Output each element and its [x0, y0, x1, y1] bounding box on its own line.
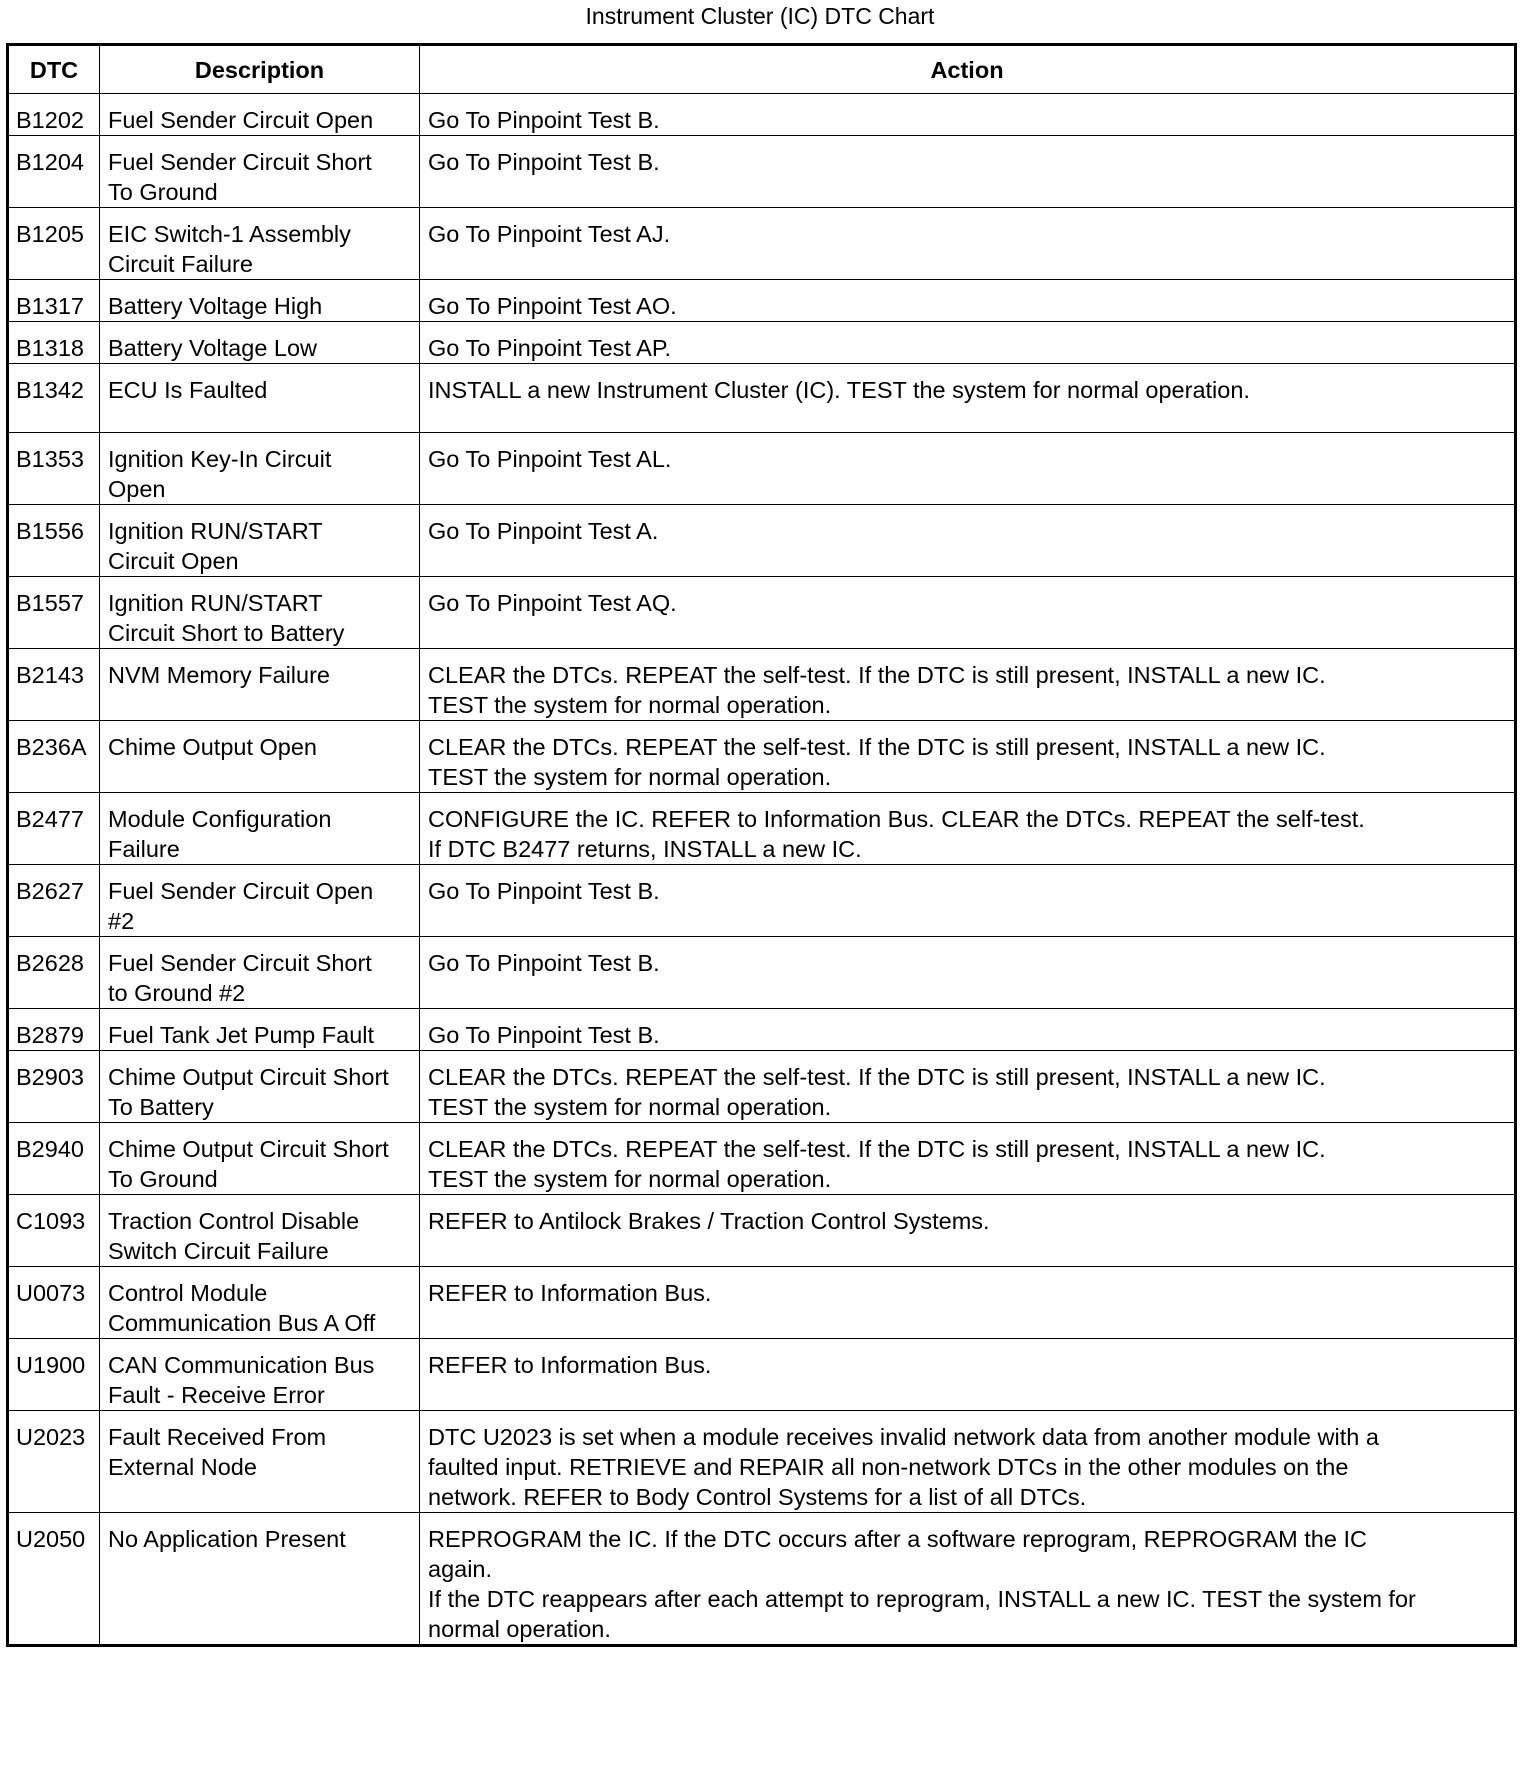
action-line: Go To Pinpoint Test AL.: [428, 446, 672, 472]
dtc-description: [100, 1123, 420, 1195]
dtc-action: [420, 364, 1516, 433]
description-line: Ignition RUN/START: [108, 590, 323, 616]
action-line: INSTALL a new Instrument Cluster (IC). TEST the system for normal operation.: [428, 377, 1250, 403]
table-row: [8, 865, 1516, 937]
dtc-description: [100, 505, 420, 577]
dtc-description: [100, 1513, 420, 1646]
dtc-code: B236A: [8, 721, 100, 793]
description-line: to Ground #2: [108, 980, 246, 1006]
table-row: [8, 1009, 1516, 1051]
action-line: Go To Pinpoint Test B.: [428, 878, 660, 904]
table-row: [8, 1123, 1516, 1195]
dtc-code: B2628: [8, 937, 100, 1009]
dtc-action: [420, 505, 1516, 577]
action-line: CONFIGURE the IC. REFER to Information Bus. CLEAR the DTCs. REPEAT the self-test.: [428, 806, 1365, 832]
action-line: CLEAR the DTCs. REPEAT the self-test. If the DTC is still present, INSTALL a new IC.: [428, 662, 1326, 688]
description-line: Circuit Short to Battery: [108, 620, 345, 646]
action-line: If DTC B2477 returns, INSTALL a new IC.: [428, 836, 862, 862]
dtc-code: B2940: [8, 1123, 100, 1195]
table-row: [8, 1411, 1516, 1513]
description-line: Chime Output Circuit Short: [108, 1064, 389, 1090]
column-header-dtc: DTC: [8, 45, 100, 94]
action-line: REPROGRAM the IC. If the DTC occurs after a software reprogram, REPROGRAM the IC: [428, 1526, 1367, 1552]
dtc-description: [100, 1411, 420, 1513]
action-line: DTC U2023 is set when a module receives invalid network data from another module with a: [428, 1424, 1379, 1450]
table-row: [8, 1195, 1516, 1267]
dtc-code: U1900: [8, 1339, 100, 1411]
action-line: Go To Pinpoint Test B.: [428, 950, 660, 976]
description-line: External Node: [108, 1454, 257, 1480]
dtc-action: [420, 793, 1516, 865]
dtc-code: B2627: [8, 865, 100, 937]
dtc-description: [100, 577, 420, 649]
table-row: [8, 433, 1516, 505]
dtc-description: [100, 1339, 420, 1411]
dtc-code: B1557: [8, 577, 100, 649]
dtc-description: [100, 937, 420, 1009]
dtc-code: B1204: [8, 136, 100, 208]
table-row: [8, 793, 1516, 865]
dtc-action: [420, 322, 1516, 364]
dtc-action: [420, 1339, 1516, 1411]
dtc-action: [420, 937, 1516, 1009]
description-line: Chime Output Open: [108, 734, 317, 760]
action-line: Go To Pinpoint Test B.: [428, 1022, 660, 1048]
dtc-action: [420, 1009, 1516, 1051]
table-row: [8, 136, 1516, 208]
dtc-description: [100, 280, 420, 322]
table-row: [8, 1267, 1516, 1339]
description-line: Traction Control Disable: [108, 1208, 360, 1234]
action-line: REFER to Information Bus.: [428, 1280, 712, 1306]
dtc-action: [420, 1051, 1516, 1123]
description-line: Fault - Receive Error: [108, 1382, 325, 1408]
dtc-description: [100, 208, 420, 280]
description-line: CAN Communication Bus: [108, 1352, 375, 1378]
dtc-code: B1202: [8, 94, 100, 136]
dtc-action: [420, 721, 1516, 793]
dtc-description: [100, 721, 420, 793]
description-line: No Application Present: [108, 1526, 346, 1552]
action-line: Go To Pinpoint Test B.: [428, 149, 660, 175]
dtc-table: [6, 43, 1517, 1647]
dtc-action: [420, 433, 1516, 505]
description-line: Chime Output Circuit Short: [108, 1136, 389, 1162]
dtc-action: [420, 1513, 1516, 1646]
description-line: Fuel Sender Circuit Short: [108, 149, 372, 175]
dtc-code: B2879: [8, 1009, 100, 1051]
description-line: Fuel Sender Circuit Short: [108, 950, 372, 976]
action-line: REFER to Antilock Brakes / Traction Control Systems.: [428, 1208, 990, 1234]
description-line: #2: [108, 908, 135, 934]
description-line: Control Module: [108, 1280, 268, 1306]
dtc-code: U2023: [8, 1411, 100, 1513]
table-row: [8, 577, 1516, 649]
dtc-action: [420, 1195, 1516, 1267]
dtc-code: B2477: [8, 793, 100, 865]
table-row: [8, 505, 1516, 577]
table-row: [8, 1513, 1516, 1646]
dtc-description: [100, 322, 420, 364]
dtc-action: [420, 649, 1516, 721]
description-line: Module Configuration: [108, 806, 332, 832]
description-line: To Ground: [108, 179, 218, 205]
dtc-code: B2143: [8, 649, 100, 721]
action-line: TEST the system for normal operation.: [428, 692, 832, 718]
action-line: TEST the system for normal operation.: [428, 1094, 832, 1120]
description-line: Communication Bus A Off: [108, 1310, 376, 1336]
description-line: Ignition RUN/START: [108, 518, 323, 544]
description-line: Fault Received From: [108, 1424, 327, 1450]
dtc-description: [100, 94, 420, 136]
description-line: Fuel Tank Jet Pump Fault: [108, 1022, 375, 1048]
table-row: [8, 1339, 1516, 1411]
action-line: again.: [428, 1556, 493, 1582]
dtc-description: [100, 136, 420, 208]
description-line: NVM Memory Failure: [108, 662, 330, 688]
table-row: [8, 1051, 1516, 1123]
dtc-action: [420, 577, 1516, 649]
dtc-description: [100, 865, 420, 937]
dtc-description: [100, 1267, 420, 1339]
table-row: [8, 364, 1516, 433]
action-line: Go To Pinpoint Test AP.: [428, 335, 672, 361]
action-line: normal operation.: [428, 1616, 611, 1642]
dtc-description: [100, 1195, 420, 1267]
dtc-code: B1205: [8, 208, 100, 280]
dtc-action: [420, 1267, 1516, 1339]
action-line: Go To Pinpoint Test AQ.: [428, 590, 677, 616]
action-line: If the DTC reappears after each attempt to reprogram, INSTALL a new IC. TEST the system for: [428, 1586, 1416, 1612]
column-header-action: Action: [420, 45, 1516, 94]
description-line: Fuel Sender Circuit Open: [108, 878, 374, 904]
action-line: Go To Pinpoint Test AJ.: [428, 221, 671, 247]
dtc-description: [100, 649, 420, 721]
table-row: [8, 322, 1516, 364]
column-header-description: Description: [100, 45, 420, 94]
table-row: [8, 937, 1516, 1009]
dtc-action: [420, 94, 1516, 136]
dtc-code: B1342: [8, 364, 100, 433]
description-line: EIC Switch-1 Assembly: [108, 221, 351, 247]
dtc-action: [420, 1411, 1516, 1513]
action-line: CLEAR the DTCs. REPEAT the self-test. If the DTC is still present, INSTALL a new IC.: [428, 1136, 1326, 1162]
dtc-description: [100, 364, 420, 433]
table-body: [8, 94, 1516, 1646]
action-line: Go To Pinpoint Test AO.: [428, 293, 677, 319]
description-line: Switch Circuit Failure: [108, 1238, 329, 1264]
dtc-code: B1353: [8, 433, 100, 505]
dtc-code: B2903: [8, 1051, 100, 1123]
dtc-code: B1556: [8, 505, 100, 577]
description-line: Battery Voltage High: [108, 293, 323, 319]
action-line: Go To Pinpoint Test B.: [428, 107, 660, 133]
dtc-code: U0073: [8, 1267, 100, 1339]
table-row: [8, 280, 1516, 322]
description-line: Failure: [108, 836, 180, 862]
action-line: faulted input. RETRIEVE and REPAIR all non-network DTCs in the other modules on the: [428, 1454, 1349, 1480]
chart-title: Instrument Cluster (IC) DTC Chart: [585, 3, 935, 29]
action-line: REFER to Information Bus.: [428, 1352, 712, 1378]
dtc-action: [420, 136, 1516, 208]
table-row: [8, 649, 1516, 721]
table-header-row: [8, 45, 1516, 94]
dtc-description: [100, 1051, 420, 1123]
description-line: Battery Voltage Low: [108, 335, 318, 361]
action-line: TEST the system for normal operation.: [428, 1166, 832, 1192]
description-line: ECU Is Faulted: [108, 377, 268, 403]
description-line: To Ground: [108, 1166, 218, 1192]
dtc-code: B1318: [8, 322, 100, 364]
action-line: CLEAR the DTCs. REPEAT the self-test. If the DTC is still present, INSTALL a new IC.: [428, 734, 1326, 760]
dtc-description: [100, 433, 420, 505]
table-row: [8, 721, 1516, 793]
description-line: Fuel Sender Circuit Open: [108, 107, 374, 133]
dtc-code: C1093: [8, 1195, 100, 1267]
action-line: TEST the system for normal operation.: [428, 764, 832, 790]
dtc-description: [100, 793, 420, 865]
action-line: Go To Pinpoint Test A.: [428, 518, 659, 544]
description-line: Circuit Failure: [108, 251, 253, 277]
description-line: Open: [108, 476, 166, 502]
dtc-action: [420, 280, 1516, 322]
dtc-action: [420, 865, 1516, 937]
description-line: Circuit Open: [108, 548, 239, 574]
action-line: CLEAR the DTCs. REPEAT the self-test. If the DTC is still present, INSTALL a new IC.: [428, 1064, 1326, 1090]
action-line: network. REFER to Body Control Systems for a list of all DTCs.: [428, 1484, 1087, 1510]
dtc-action: [420, 1123, 1516, 1195]
description-line: To Battery: [108, 1094, 214, 1120]
dtc-description: [100, 1009, 420, 1051]
dtc-code: U2050: [8, 1513, 100, 1646]
table-row: [8, 208, 1516, 280]
dtc-action: [420, 208, 1516, 280]
description-line: Ignition Key-In Circuit: [108, 446, 332, 472]
table-row: [8, 94, 1516, 136]
dtc-code: B1317: [8, 280, 100, 322]
